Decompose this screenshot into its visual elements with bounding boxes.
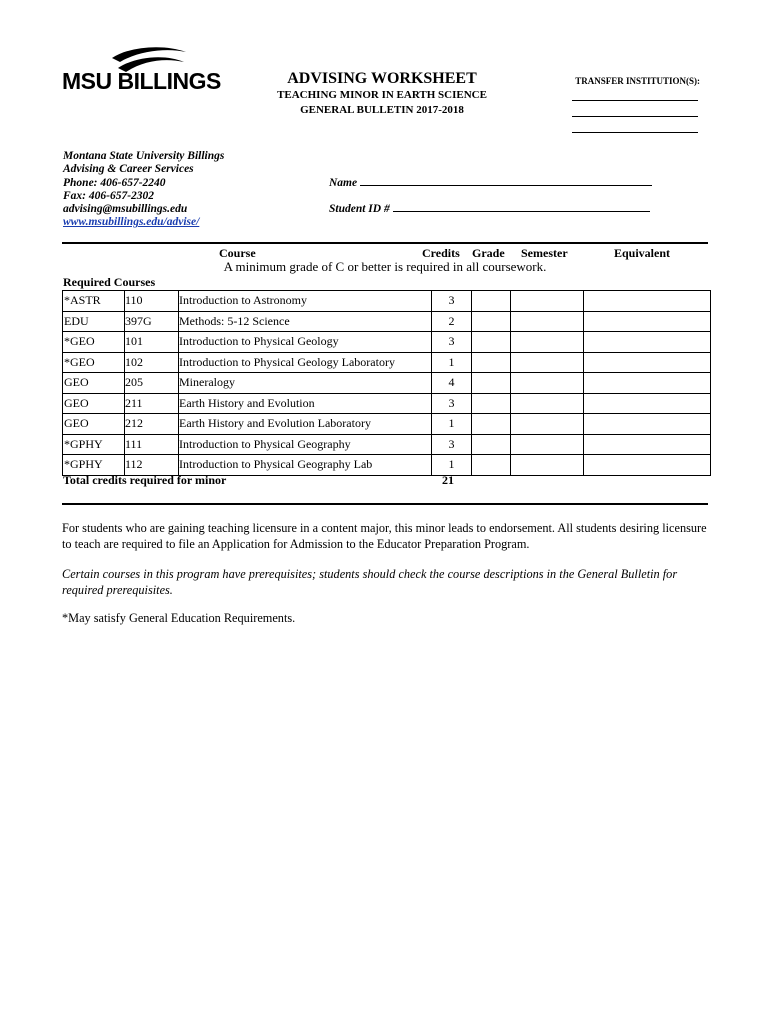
column-header-semester: Semester (521, 246, 568, 260)
course-subject: *GEO (63, 332, 125, 353)
course-subject: GEO (63, 414, 125, 435)
course-number: 212 (125, 414, 179, 435)
equivalent-cell[interactable] (584, 311, 711, 332)
column-header-grade: Grade (472, 246, 505, 260)
name-field (329, 177, 652, 189)
header-divider (62, 242, 708, 244)
fax-number: Fax: 406-657-2302 (63, 189, 155, 202)
transfer-institutions-label: TRANSFER INSTITUTION(S): (575, 76, 700, 86)
grade-cell[interactable] (472, 434, 511, 455)
course-credits: 1 (432, 455, 472, 476)
table-row (63, 332, 711, 353)
course-title: Introduction to Astronomy (179, 291, 432, 312)
equivalent-cell[interactable] (584, 332, 711, 353)
course-subject: EDU (63, 311, 125, 332)
course-number: 112 (125, 455, 179, 476)
gen-ed-note: *May satisfy General Education Requirements. (62, 611, 296, 625)
course-credits: 1 (432, 352, 472, 373)
table-row (63, 291, 711, 312)
course-credits: 3 (432, 393, 472, 414)
semester-cell[interactable] (511, 291, 584, 312)
table-row (63, 393, 711, 414)
msu-billings-logo (62, 44, 221, 96)
total-credits-value: 21 (442, 473, 454, 487)
equivalent-cell[interactable] (584, 393, 711, 414)
course-subject: GEO (63, 373, 125, 394)
total-divider (62, 503, 708, 505)
transfer-institution-line[interactable] (572, 132, 698, 133)
table-row (63, 311, 711, 332)
name-label: Name (329, 177, 358, 189)
equivalent-cell[interactable] (584, 434, 711, 455)
equivalent-cell[interactable] (584, 455, 711, 476)
page-title: ADVISING WORKSHEET (287, 70, 477, 87)
grade-cell[interactable] (472, 414, 511, 435)
course-subject: *GEO (63, 352, 125, 373)
course-credits: 3 (432, 332, 472, 353)
office-name: Advising & Career Services (63, 163, 194, 176)
bulletin-year: GENERAL BULLETIN 2017-2018 (300, 104, 464, 116)
course-number: 111 (125, 434, 179, 455)
course-subject: *GPHY (63, 455, 125, 476)
transfer-institution-line[interactable] (572, 116, 698, 117)
course-title: Introduction to Physical Geography (179, 434, 432, 455)
student-id-input-line[interactable] (393, 211, 650, 212)
course-title: Methods: 5-12 Science (179, 311, 432, 332)
course-number: 397G (125, 311, 179, 332)
university-name: Montana State University Billings (63, 150, 225, 162)
course-title: Introduction to Physical Geology (179, 332, 432, 353)
equivalent-cell[interactable] (584, 352, 711, 373)
course-title: Mineralogy (179, 373, 432, 394)
course-subject: *ASTR (63, 291, 125, 312)
column-header-equivalent: Equivalent (614, 246, 671, 260)
table-row (63, 414, 711, 435)
course-title: Earth History and Evolution Laboratory (179, 414, 432, 435)
table-row (63, 352, 711, 373)
student-id-label: Student ID # (329, 203, 390, 215)
website-link[interactable]: www.msubillings.edu/advise/ (63, 216, 200, 229)
course-credits: 2 (432, 311, 472, 332)
semester-cell[interactable] (511, 414, 584, 435)
course-subject: GEO (63, 393, 125, 414)
student-id-field (329, 203, 650, 215)
course-title: Earth History and Evolution (179, 393, 432, 414)
section-label: Required Courses (63, 275, 156, 289)
course-number: 211 (125, 393, 179, 414)
course-number: 205 (125, 373, 179, 394)
phone-number: Phone: 406-657-2240 (63, 176, 166, 189)
grade-cell[interactable] (472, 332, 511, 353)
course-number: 102 (125, 352, 179, 373)
semester-cell[interactable] (511, 455, 584, 476)
contact-info (63, 150, 224, 230)
course-credits: 1 (432, 414, 472, 435)
course-title: Introduction to Physical Geography Lab (179, 455, 432, 476)
grade-cell[interactable] (472, 311, 511, 332)
transfer-institution-line[interactable] (572, 100, 698, 101)
semester-cell[interactable] (511, 373, 584, 394)
course-number: 110 (125, 291, 179, 312)
grade-cell[interactable] (472, 373, 511, 394)
course-table (62, 290, 711, 476)
grade-cell[interactable] (472, 291, 511, 312)
equivalent-cell[interactable] (584, 373, 711, 394)
program-title: TEACHING MINOR IN EARTH SCIENCE (277, 89, 487, 101)
semester-cell[interactable] (511, 311, 584, 332)
course-number: 101 (125, 332, 179, 353)
total-credits-label: Total credits required for minor (63, 473, 227, 487)
grade-cell[interactable] (472, 455, 511, 476)
grade-requirement-note: A minimum grade of C or better is required in all coursework. (223, 259, 547, 274)
prerequisites-note: Certain courses in this program have prerequisites; students should check the course descriptions in the General Bulletin for required prerequisites. (62, 567, 678, 597)
course-title: Introduction to Physical Geology Laboratory (179, 352, 432, 373)
name-input-line[interactable] (360, 185, 652, 186)
table-row (63, 455, 711, 476)
email-address: advising@msubillings.edu (63, 203, 188, 216)
course-credits: 4 (432, 373, 472, 394)
table-row (63, 373, 711, 394)
equivalent-cell[interactable] (584, 291, 711, 312)
semester-cell[interactable] (511, 434, 584, 455)
grade-cell[interactable] (472, 352, 511, 373)
equivalent-cell[interactable] (584, 414, 711, 435)
course-credits: 3 (432, 291, 472, 312)
grade-cell[interactable] (472, 393, 511, 414)
logo-text: MSU BILLINGS (62, 68, 221, 94)
semester-cell[interactable] (511, 352, 584, 373)
course-subject: *GPHY (63, 434, 125, 455)
semester-cell[interactable] (511, 393, 584, 414)
licensure-note: For students who are gaining teaching licensure in a content major, this minor leads to endorsement. All students desiring licensure to teach are required to file an Application for Admission to the Educator Preparation Program. (62, 521, 707, 551)
column-header-credits: Credits (422, 246, 460, 260)
course-credits: 3 (432, 434, 472, 455)
column-header-course: Course (219, 246, 256, 260)
table-row (63, 434, 711, 455)
semester-cell[interactable] (511, 332, 584, 353)
